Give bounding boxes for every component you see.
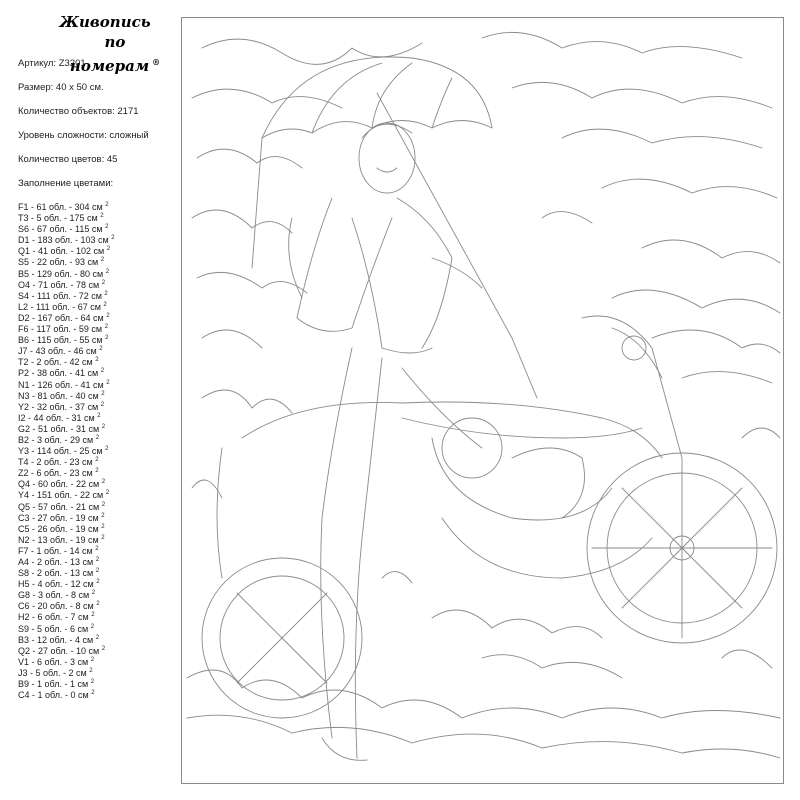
legend-item-text: Y3 - 114 обл. - 25 см xyxy=(18,446,103,457)
legend-unit-superscript: 2 xyxy=(103,301,107,308)
legend-item xyxy=(18,289,183,300)
legend-item xyxy=(18,333,183,344)
legend-unit-superscript: 2 xyxy=(99,346,103,353)
legend-item xyxy=(18,355,183,366)
canvas-size: Размер: 40 х 50 см. xyxy=(18,82,104,93)
legend-item xyxy=(18,588,183,599)
legend-item-text: I2 - 44 обл. - 31 см xyxy=(18,412,95,423)
legend-item-text: C4 - 1 обл. - 0 см xyxy=(18,690,89,701)
legend-item xyxy=(18,688,183,699)
legend-unit-superscript: 2 xyxy=(95,468,99,475)
legend-unit-superscript: 2 xyxy=(106,379,110,386)
legend-unit-superscript: 2 xyxy=(95,568,100,575)
legend-item-text: Q5 - 57 обл. - 21 см xyxy=(18,501,100,512)
legend-item-text: Y4 - 151 обл. - 22 см xyxy=(18,490,104,501)
legend-item-text: B3 - 12 обл. - 4 см xyxy=(18,634,94,645)
legend-item xyxy=(18,322,183,333)
legend-item xyxy=(18,522,183,533)
legend-item-text: Z2 - 6 обл. - 23 см xyxy=(18,468,93,479)
legend-item xyxy=(18,466,183,477)
legend-item xyxy=(18,300,183,311)
line-art-drawing xyxy=(182,18,784,784)
legend-item-text: S6 - 67 обл. - 115 см xyxy=(18,224,103,235)
legend-item xyxy=(18,222,183,233)
legend-unit-superscript: 2 xyxy=(101,645,106,652)
legend-item xyxy=(18,488,183,499)
legend-unit-superscript: 2 xyxy=(100,257,105,264)
legend-item-text: H5 - 4 обл. - 12 см xyxy=(18,579,94,590)
legend-item xyxy=(18,511,183,522)
legend-item-text: F7 - 1 обл. - 14 см xyxy=(18,545,93,556)
legend-item-text: S8 - 2 обл. - 13 см xyxy=(18,568,94,579)
legend-item xyxy=(18,633,183,644)
legend-unit-superscript: 2 xyxy=(105,224,109,231)
legend-item-text: C6 - 20 обл. - 8 см xyxy=(18,601,94,612)
legend-item xyxy=(18,622,183,633)
legend-unit-superscript: 2 xyxy=(95,457,99,464)
legend-item xyxy=(18,411,183,422)
legend-item xyxy=(18,455,183,466)
legend-item-text: H2 - 6 обл. - 7 см xyxy=(18,612,89,623)
legend-unit-superscript: 2 xyxy=(90,679,95,686)
legend-unit-superscript: 2 xyxy=(90,623,95,630)
legend-unit-superscript: 2 xyxy=(91,690,95,697)
legend-unit-superscript: 2 xyxy=(101,501,106,508)
legend-unit-superscript: 2 xyxy=(105,202,109,208)
legend-unit-superscript: 2 xyxy=(95,545,99,552)
legend-item xyxy=(18,566,183,577)
legend-item xyxy=(18,577,183,588)
legend-item xyxy=(18,267,183,278)
legend-unit-superscript: 2 xyxy=(111,235,115,242)
legend-item xyxy=(18,400,183,411)
legend-unit-superscript: 2 xyxy=(100,213,104,220)
colors-count: Количество цветов: 45 xyxy=(18,154,118,165)
legend-item xyxy=(18,477,183,488)
legend-item xyxy=(18,278,183,289)
color-legend xyxy=(18,200,183,699)
legend-unit-superscript: 2 xyxy=(106,246,111,253)
legend-item-text: C5 - 26 обл. - 19 см xyxy=(18,523,99,534)
legend-unit-superscript: 2 xyxy=(101,479,106,486)
legend-unit-superscript: 2 xyxy=(91,612,95,619)
legend-item xyxy=(18,500,183,511)
brand-line-1: Живопись xyxy=(59,13,151,31)
legend-item xyxy=(18,599,183,610)
legend-unit-superscript: 2 xyxy=(91,590,96,597)
legend-item xyxy=(18,233,183,244)
fill-title: Заполнение цветами: xyxy=(18,178,114,189)
legend-item-text: Q4 - 60 обл. - 22 см xyxy=(18,479,100,490)
legend-item xyxy=(18,311,183,322)
legend-item-text: F1 - 61 обл. - 304 см xyxy=(18,202,103,212)
legend-item xyxy=(18,344,183,355)
legend-item-text: V1 - 6 обл. - 3 см xyxy=(18,656,89,667)
legend-unit-superscript: 2 xyxy=(100,368,105,375)
registered-mark: ® xyxy=(152,57,161,67)
legend-item-text: L2 - 111 обл. - 67 см xyxy=(18,301,101,312)
legend-item xyxy=(18,533,183,544)
legend-item xyxy=(18,610,183,621)
legend-item-text: N3 - 81 обл. - 40 см xyxy=(18,390,99,401)
legend-item-text: B2 - 3 обл. - 29 см xyxy=(18,434,94,445)
legend-unit-superscript: 2 xyxy=(104,324,108,331)
legend-item-text: T4 - 2 обл. - 23 см xyxy=(18,457,93,468)
legend-unit-superscript: 2 xyxy=(101,512,105,519)
legend-item xyxy=(18,555,183,566)
legend-unit-superscript: 2 xyxy=(100,401,105,408)
legend-item xyxy=(18,366,183,377)
objects-count: Количество объектов: 2171 xyxy=(18,106,139,117)
legend-unit-superscript: 2 xyxy=(97,412,101,419)
legend-item-text: F6 - 117 обл. - 59 см xyxy=(18,324,103,335)
legend-item xyxy=(18,389,183,400)
legend-unit-superscript: 2 xyxy=(105,268,110,275)
legend-unit-superscript: 2 xyxy=(89,667,93,674)
legend-unit-superscript: 2 xyxy=(95,557,100,563)
legend-item xyxy=(18,544,183,555)
legend-item-text: T3 - 5 обл. - 175 см xyxy=(18,213,98,224)
legend-item-text: N2 - 13 обл. - 19 см xyxy=(18,534,99,545)
legend-unit-superscript: 2 xyxy=(105,335,109,342)
legend-item xyxy=(18,433,183,444)
legend-item-text: Q2 - 27 обл. - 10 см xyxy=(18,645,100,656)
legend-unit-superscript: 2 xyxy=(101,534,105,541)
legend-item-text: G8 - 3 обл. - 8 см xyxy=(18,590,90,601)
coloring-canvas xyxy=(181,17,784,784)
legend-unit-superscript: 2 xyxy=(101,523,105,530)
legend-item-text: J3 - 5 обл. - 2 см xyxy=(18,667,87,678)
legend-unit-superscript: 2 xyxy=(96,579,100,586)
legend-item-text: Q1 - 41 обл. - 102 см xyxy=(18,246,105,257)
legend-item-text: S9 - 5 обл. - 6 см xyxy=(18,623,89,634)
legend-item-text: D2 - 167 обл. - 64 см xyxy=(18,312,104,323)
legend-unit-superscript: 2 xyxy=(105,490,110,497)
legend-item-text: D1 - 183 обл. - 103 см xyxy=(18,235,109,246)
legend-item xyxy=(18,378,183,389)
legend-item-text: S4 - 111 обл. - 72 см xyxy=(18,290,102,301)
legend-item xyxy=(18,255,183,266)
legend-unit-superscript: 2 xyxy=(95,357,99,364)
legend-unit-superscript: 2 xyxy=(95,434,100,441)
legend-item-text: P2 - 38 обл. - 41 см xyxy=(18,368,99,379)
legend-item-text: G2 - 51 обл. - 31 см xyxy=(18,423,100,434)
legend-unit-superscript: 2 xyxy=(101,279,106,286)
legend-unit-superscript: 2 xyxy=(90,656,95,663)
legend-unit-superscript: 2 xyxy=(101,423,106,430)
legend-item-text: J7 - 43 обл. - 46 см xyxy=(18,346,97,357)
legend-item xyxy=(18,211,183,222)
legend-item-text: C3 - 27 обл. - 19 см xyxy=(18,512,99,523)
legend-item-text: S5 - 22 обл. - 93 см xyxy=(18,257,99,268)
legend-item-text: T2 - 2 обл. - 42 см xyxy=(18,357,93,368)
legend-unit-superscript: 2 xyxy=(105,446,109,453)
legend-item xyxy=(18,677,183,688)
legend-item xyxy=(18,244,183,255)
legend-item-text: B5 - 129 обл. - 80 см xyxy=(18,268,104,279)
legend-item-text: Y2 - 32 обл. - 37 см xyxy=(18,401,99,412)
legend-item-text: A4 - 2 обл. - 13 см xyxy=(18,557,94,567)
legend-item-text: B9 - 1 обл. - 1 см xyxy=(18,679,89,690)
brand-line-2-text: по номерам xyxy=(69,33,150,75)
legend-item-text: O4 - 71 обл. - 78 см xyxy=(18,279,100,290)
legend-item-text: N1 - 126 обл. - 41 см xyxy=(18,379,104,390)
legend-item xyxy=(18,655,183,666)
legend-item xyxy=(18,200,183,211)
legend-item xyxy=(18,422,183,433)
legend-unit-superscript: 2 xyxy=(101,390,105,397)
legend-item xyxy=(18,644,183,655)
product-info xyxy=(18,58,183,202)
legend-unit-superscript: 2 xyxy=(95,634,100,641)
difficulty-level: Уровень сложности: сложный xyxy=(18,130,149,141)
legend-item xyxy=(18,666,183,677)
legend-unit-superscript: 2 xyxy=(104,290,108,297)
legend-unit-superscript: 2 xyxy=(106,312,110,319)
legend-item-text: B6 - 115 обл. - 55 см xyxy=(18,335,103,346)
article-number: Артикул: Z3201 xyxy=(18,58,86,69)
legend-unit-superscript: 2 xyxy=(96,601,100,608)
legend-item xyxy=(18,444,183,455)
